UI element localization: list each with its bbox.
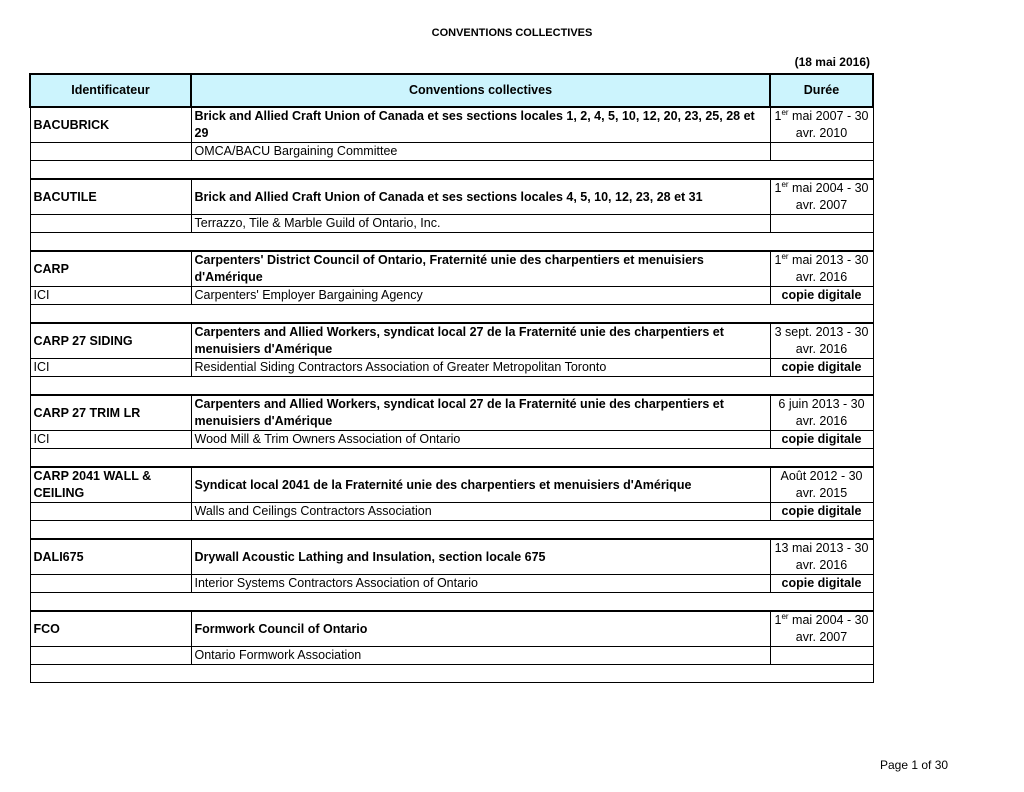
duration-cell: [770, 467, 873, 503]
sub-identifier-cell: [30, 575, 191, 593]
duration-cell: [770, 323, 873, 359]
sub-identifier-cell: ICI: [30, 359, 191, 377]
table-body: [30, 107, 873, 683]
spacer-row: [30, 305, 873, 324]
identifier-cell: FCO: [30, 611, 191, 647]
table-row: [30, 251, 873, 287]
sub-identifier-cell: ICI: [30, 287, 191, 305]
duration-text: 1er mai 2013 - 30 avr. 2016: [774, 251, 869, 284]
identifier-cell: CARP 27 TRIM LR: [30, 395, 191, 431]
employer-association-cell: Interior Systems Contractors Association of Ontario: [191, 575, 770, 593]
duration-text: Août 2012 - 30 avr. 2015: [780, 469, 863, 500]
table-subrow: [30, 647, 873, 665]
sub-identifier-cell: [30, 647, 191, 665]
convention-cell: Brick and Allied Craft Union of Canada et ses sections locales 4, 5, 10, 12, 23, 28 et 31: [191, 179, 770, 215]
header-duree: Durée: [770, 74, 873, 107]
spacer-cell: [30, 593, 873, 612]
duration-superscript: er: [781, 611, 789, 621]
header-conventions: Conventions collectives: [191, 74, 770, 107]
document-date: (18 mai 2016): [794, 55, 870, 69]
identifier-cell: CARP 27 SIDING: [30, 323, 191, 359]
duration-cell: [770, 251, 873, 287]
identifier-cell: BACUBRICK: [30, 107, 191, 143]
convention-cell: Brick and Allied Craft Union of Canada et ses sections locales 1, 2, 4, 5, 10, 12, 20, 23, 25, 28 et 29: [191, 107, 770, 143]
duration-superscript: er: [781, 107, 789, 117]
spacer-row: [30, 377, 873, 396]
digital-copy-link[interactable]: copie digitale: [770, 575, 873, 593]
duration-text: 1er mai 2007 - 30 avr. 2010: [774, 107, 869, 140]
sub-identifier-cell: [30, 503, 191, 521]
employer-association-cell: Walls and Ceilings Contractors Association: [191, 503, 770, 521]
spacer-cell: [30, 305, 873, 324]
identifier-cell: CARP 2041 WALL & CEILING: [30, 467, 191, 503]
spacer-row: [30, 665, 873, 683]
duration-text: 3 sept. 2013 - 30 avr. 2016: [774, 325, 869, 356]
duration-text: 13 mai 2013 - 30 avr. 2016: [774, 541, 869, 572]
spacer-cell: [30, 377, 873, 396]
duration-cell: [770, 395, 873, 431]
spacer-row: [30, 233, 873, 252]
table-subrow: [30, 575, 873, 593]
convention-cell: Drywall Acoustic Lathing and Insulation, section locale 675: [191, 539, 770, 575]
table-row: [30, 611, 873, 647]
digital-copy-link: [770, 647, 873, 665]
convention-cell: Carpenters and Allied Workers, syndicat local 27 de la Fraternité unie des charpentiers et menuisiers d'Amérique: [191, 323, 770, 359]
spacer-cell: [30, 233, 873, 252]
convention-cell: Formwork Council of Ontario: [191, 611, 770, 647]
digital-copy-link[interactable]: copie digitale: [770, 431, 873, 449]
duration-cell: [770, 179, 873, 215]
duration-cell: [770, 107, 873, 143]
table-subrow: [30, 359, 873, 377]
spacer-row: [30, 449, 873, 468]
spacer-cell: [30, 161, 873, 180]
duration-text: 1er mai 2004 - 30 avr. 2007: [774, 611, 869, 644]
spacer-row: [30, 521, 873, 540]
duration-cell: [770, 611, 873, 647]
identifier-cell: DALI675: [30, 539, 191, 575]
table-subrow: [30, 215, 873, 233]
table-subrow: [30, 143, 873, 161]
duration-cell: [770, 539, 873, 575]
employer-association-cell: Wood Mill & Trim Owners Association of Ontario: [191, 431, 770, 449]
convention-cell: Carpenters and Allied Workers, syndicat local 27 de la Fraternité unie des charpentiers et menuisiers d'Amérique: [191, 395, 770, 431]
table-row: [30, 539, 873, 575]
duration-text: 6 juin 2013 - 30 avr. 2016: [778, 397, 865, 428]
spacer-cell: [30, 449, 873, 468]
identifier-cell: CARP: [30, 251, 191, 287]
digital-copy-link: [770, 215, 873, 233]
spacer-cell: [30, 521, 873, 540]
convention-cell: Syndicat local 2041 de la Fraternité unie des charpentiers et menuisiers d'Amérique: [191, 467, 770, 503]
duration-superscript: er: [781, 179, 789, 189]
employer-association-cell: OMCA/BACU Bargaining Committee: [191, 143, 770, 161]
table-row: [30, 179, 873, 215]
digital-copy-link[interactable]: copie digitale: [770, 359, 873, 377]
identifier-cell: BACUTILE: [30, 179, 191, 215]
header-identificateur: Identificateur: [30, 74, 191, 107]
employer-association-cell: Ontario Formwork Association: [191, 647, 770, 665]
sub-identifier-cell: [30, 143, 191, 161]
table-row: [30, 323, 873, 359]
table-row: [30, 107, 873, 143]
spacer-cell: [30, 665, 873, 683]
document-title: CONVENTIONS COLLECTIVES: [431, 27, 593, 39]
table-row: [30, 467, 873, 503]
page-number: Page 1 of 30: [880, 758, 949, 772]
digital-copy-link[interactable]: copie digitale: [770, 503, 873, 521]
sub-identifier-cell: ICI: [30, 431, 191, 449]
employer-association-cell: Terrazzo, Tile & Marble Guild of Ontario, Inc.: [191, 215, 770, 233]
table-subrow: [30, 431, 873, 449]
convention-cell: Carpenters' District Council of Ontario, Fraternité unie des charpentiers et menuisiers d'Amérique: [191, 251, 770, 287]
digital-copy-link[interactable]: copie digitale: [770, 287, 873, 305]
employer-association-cell: Residential Siding Contractors Association of Greater Metropolitan Toronto: [191, 359, 770, 377]
digital-copy-link: [770, 143, 873, 161]
employer-association-cell: Carpenters' Employer Bargaining Agency: [191, 287, 770, 305]
duration-superscript: er: [781, 251, 789, 261]
sub-identifier-cell: [30, 215, 191, 233]
spacer-row: [30, 593, 873, 612]
duration-text: 1er mai 2004 - 30 avr. 2007: [774, 179, 869, 212]
table-header-row: [30, 74, 873, 107]
table-subrow: [30, 503, 873, 521]
conventions-table: [29, 73, 874, 683]
spacer-row: [30, 161, 873, 180]
table-subrow: [30, 287, 873, 305]
table-row: [30, 395, 873, 431]
